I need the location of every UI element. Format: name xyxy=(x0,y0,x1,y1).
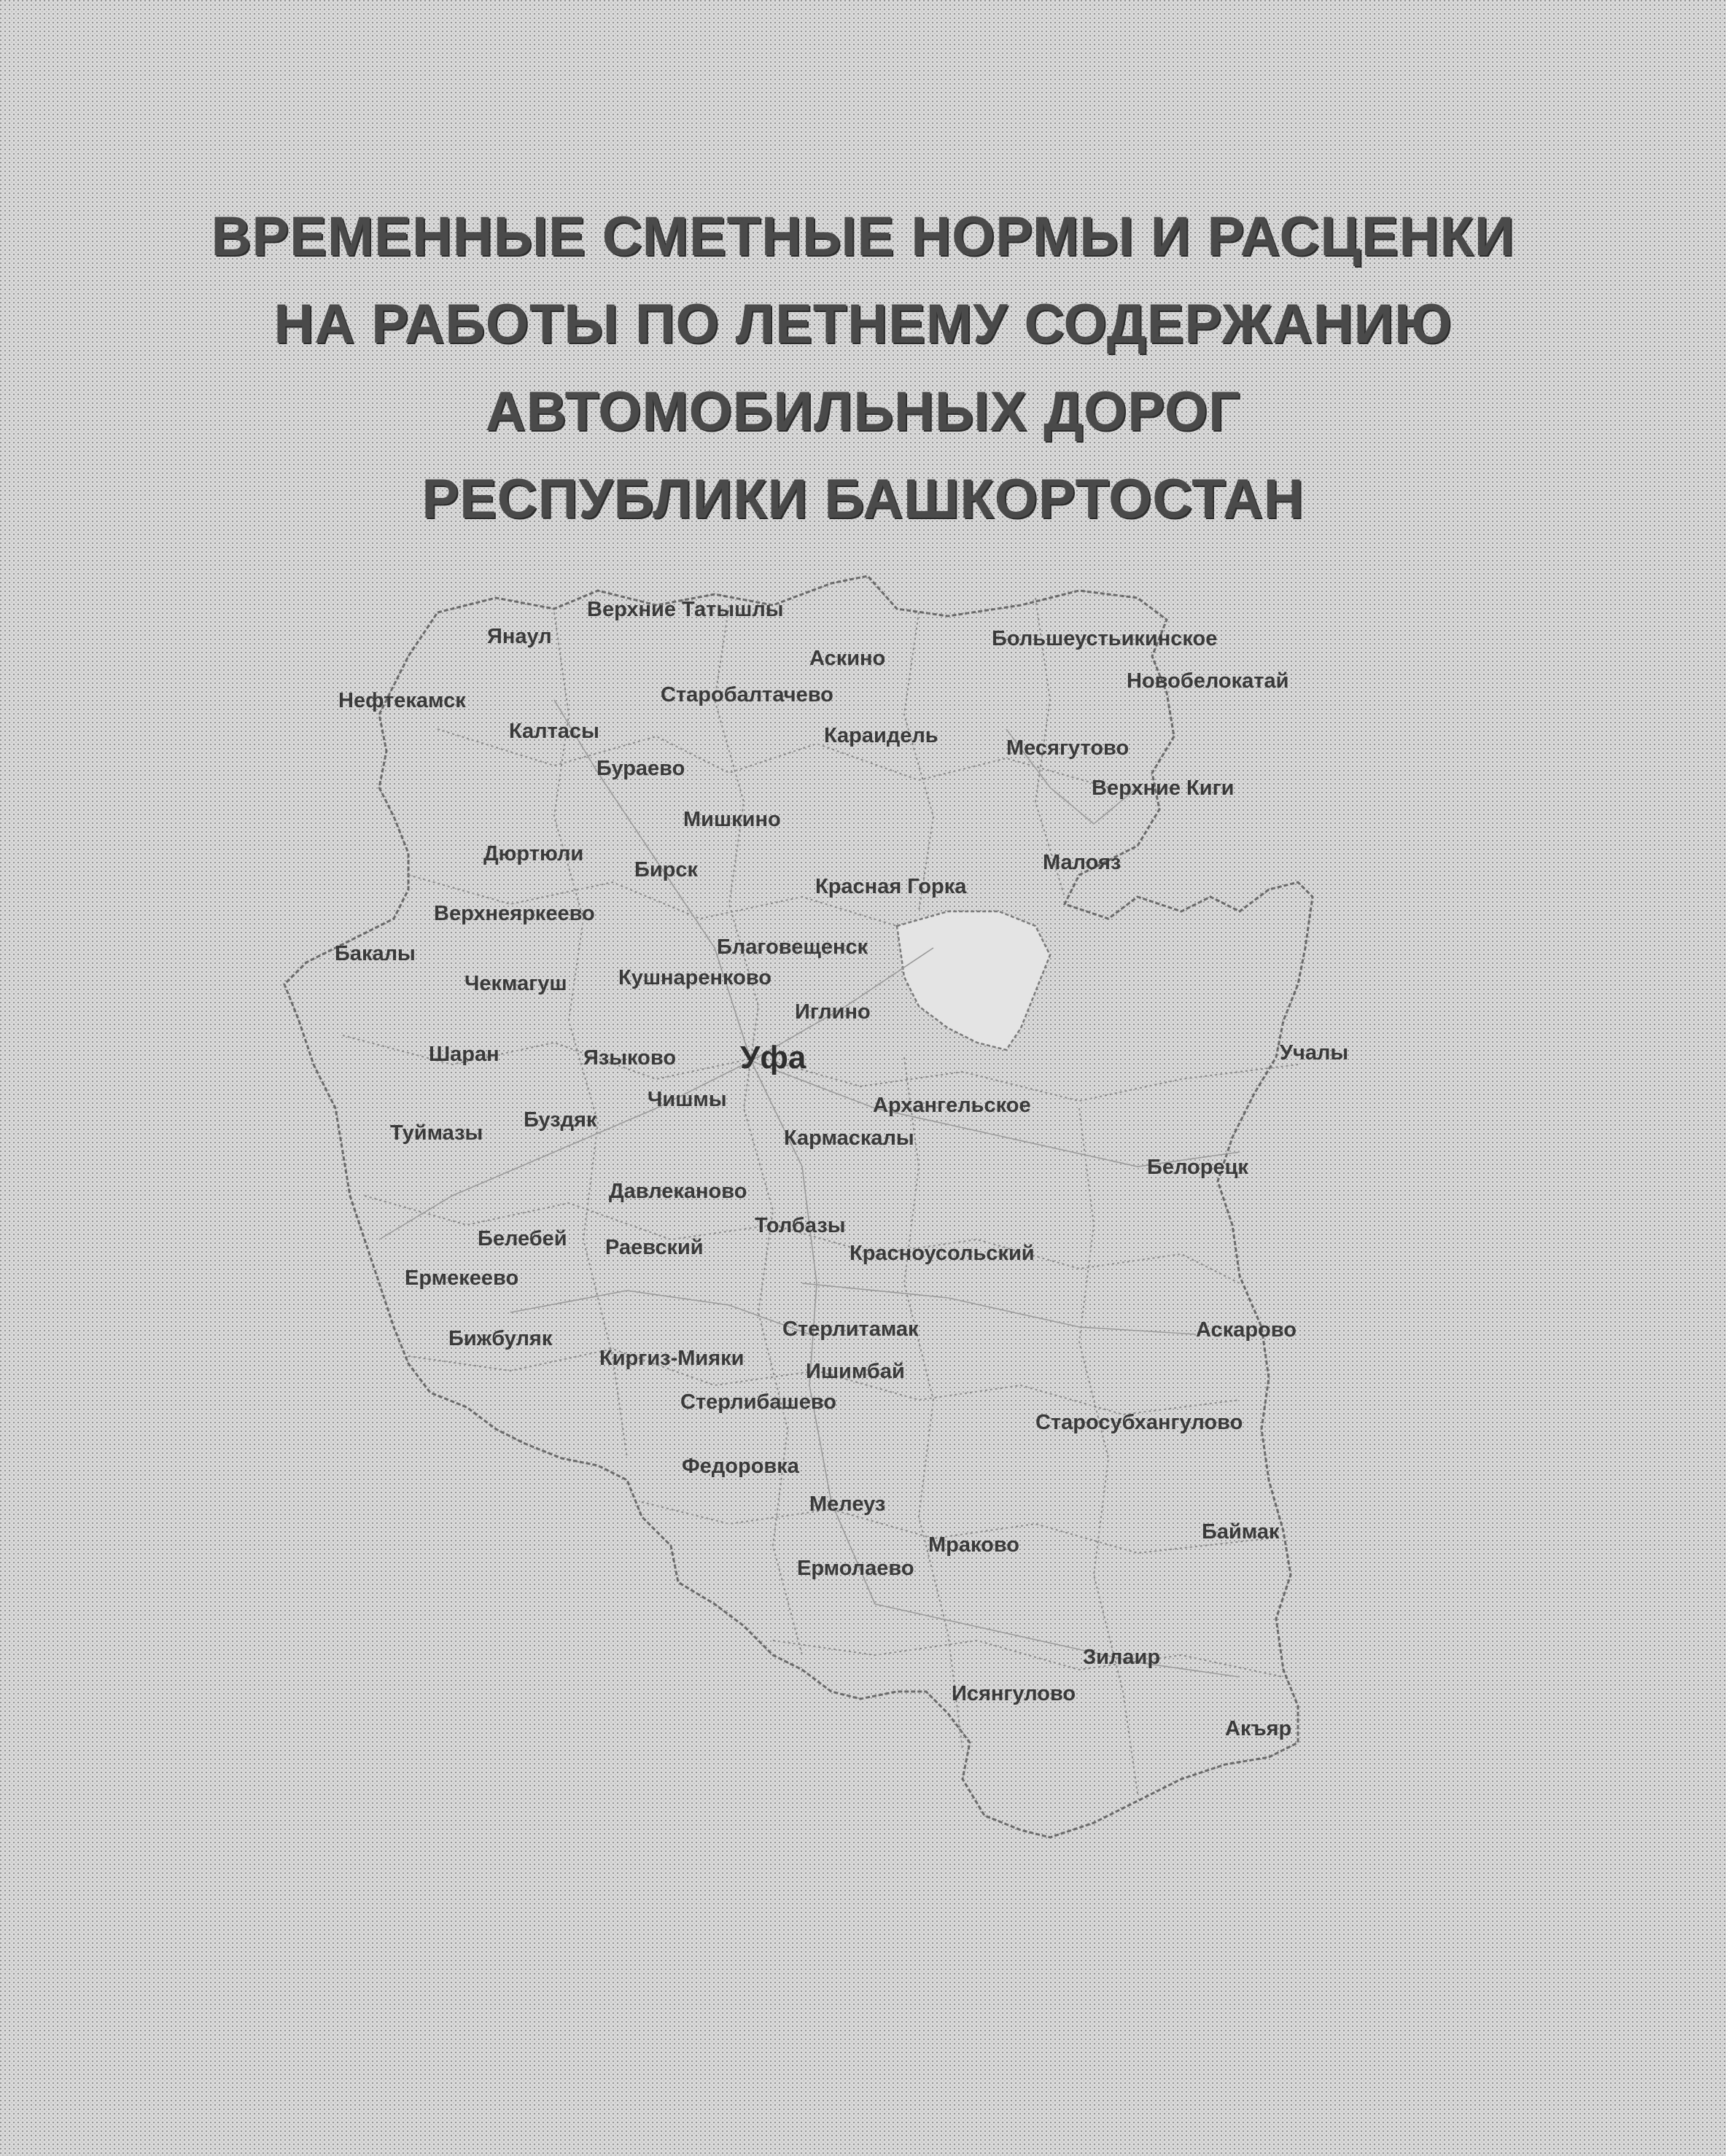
place-label-4: Большеустьикинское xyxy=(992,627,1218,650)
place-label-20: Бакалы xyxy=(335,942,416,965)
place-label-36: Раевский xyxy=(605,1236,704,1259)
map-blank-area xyxy=(897,911,1050,1050)
place-label-42: Киргиз-Мияки xyxy=(599,1347,745,1370)
place-label-2: Янаул xyxy=(487,625,552,648)
place-label-11: Бураево xyxy=(596,757,685,780)
place-label-25: Языково xyxy=(583,1046,677,1070)
place-label-48: Баймак xyxy=(1202,1520,1280,1544)
title-line-1: ВРЕМЕННЫЕ СМЕТНЫЕ НОРМЫ И РАСЦЕНКИ xyxy=(211,206,1515,268)
place-label-28: Архангельское xyxy=(873,1094,1031,1117)
place-label-15: Бирск xyxy=(634,858,699,882)
place-label-32: Белорецк xyxy=(1147,1156,1248,1179)
place-label-5: Нефтекамск xyxy=(338,689,466,712)
place-label-10: Месягутово xyxy=(1006,736,1130,760)
place-label-22: Кушнаренково xyxy=(618,966,772,989)
place-label-52: Исянгулово xyxy=(952,1682,1076,1705)
capital-label: Уфа xyxy=(740,1040,806,1075)
place-label-27: Чишмы xyxy=(648,1088,727,1111)
place-label-39: Стерлитамак xyxy=(782,1318,919,1341)
title-line-2: НА РАБОТЫ ПО ЛЕТНЕМУ СОДЕРЖАНИЮ xyxy=(273,293,1453,355)
place-label-33: Давлеканово xyxy=(609,1180,747,1203)
place-label-38: Ермекеево xyxy=(405,1266,519,1290)
title-line-4: РЕСПУБЛИКИ БАШКОРТОСТАН xyxy=(421,468,1305,530)
place-label-17: Красная Горка xyxy=(815,875,967,898)
place-label-34: Толбазы xyxy=(755,1214,846,1237)
place-label-7: Новобелокатай xyxy=(1127,669,1289,693)
place-label-8: Калтасы xyxy=(509,720,599,743)
place-label-13: Мишкино xyxy=(683,808,781,831)
place-label-6: Старобалтачево xyxy=(661,683,833,707)
place-label-41: Бижбуляк xyxy=(448,1327,553,1350)
place-label-14: Дюртюли xyxy=(483,842,584,865)
place-label-49: Мраково xyxy=(928,1533,1020,1557)
place-label-53: Акъяр xyxy=(1225,1717,1292,1740)
place-label-23: Иглино xyxy=(795,1000,871,1024)
place-label-45: Старосубхангулово xyxy=(1035,1411,1243,1434)
place-label-19: Благовещенск xyxy=(717,935,868,959)
place-label-47: Мелеуз xyxy=(809,1493,886,1516)
place-label-29: Туймазы xyxy=(390,1121,483,1145)
place-label-26: Учалы xyxy=(1280,1041,1349,1065)
place-label-21: Чекмагуш xyxy=(464,972,567,995)
place-label-9: Караидель xyxy=(824,724,938,747)
place-label-35: Белебей xyxy=(478,1227,567,1250)
place-label-18: Верхнеяркеево xyxy=(434,902,595,925)
place-label-24: Шаран xyxy=(429,1043,499,1066)
place-label-3: Аскино xyxy=(809,647,886,670)
place-label-1: Верхние Татышлы xyxy=(587,598,784,621)
place-label-50: Ермолаево xyxy=(797,1557,914,1580)
title-line-3: АВТОМОБИЛЬНЫХ ДОРОГ xyxy=(485,381,1241,443)
place-label-46: Федоровка xyxy=(682,1455,799,1478)
place-label-16: Малояз xyxy=(1043,851,1121,874)
place-label-51: Зилаир xyxy=(1083,1646,1161,1669)
place-label-43: Ишимбай xyxy=(806,1360,905,1383)
place-label-40: Аскарово xyxy=(1196,1318,1297,1342)
place-label-44: Стерлибашево xyxy=(680,1390,837,1414)
place-label-30: Буздяк xyxy=(524,1108,597,1132)
place-label-12: Верхние Киги xyxy=(1092,777,1235,800)
place-label-37: Красноусольский xyxy=(850,1242,1035,1265)
place-label-31: Кармаскалы xyxy=(784,1126,914,1150)
